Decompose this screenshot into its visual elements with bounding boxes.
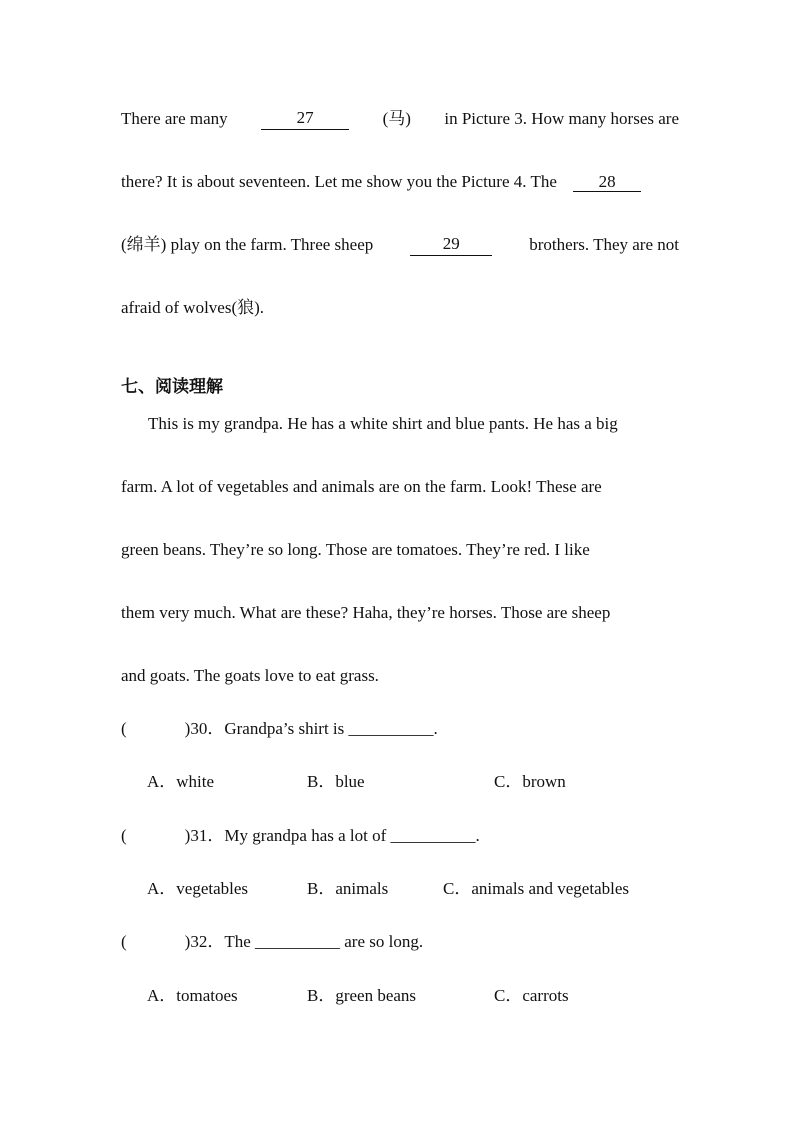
passage-line: them very much. What are these? Haha, they’re horses. Those are sheep — [121, 603, 611, 622]
option-b: B．green beans — [307, 986, 417, 1005]
blank-27: 27 — [261, 108, 349, 130]
question-30 — [121, 718, 438, 740]
option-c: C．brown — [494, 772, 566, 791]
cloze-text: (绵羊) play on the farm. Three sheep — [121, 235, 374, 254]
cloze-line-4: afraid of wolves(狼). — [121, 298, 265, 317]
cloze-text: brothers. They are not — [529, 235, 679, 254]
cloze-line-1 — [121, 108, 679, 130]
answer-paren-open: ( — [121, 719, 127, 738]
section-heading: 七、阅读理解 — [121, 377, 223, 397]
option-b: B．blue — [307, 772, 365, 791]
option-a: A．tomatoes — [147, 986, 238, 1005]
passage-line: green beans. They’re so long. Those are tomatoes. They’re red. I like — [121, 540, 590, 559]
option-c: C．animals and vegetables — [443, 879, 630, 898]
question-text: )32．The __________ are so long. — [184, 932, 424, 951]
passage-line: This is my grandpa. He has a white shirt and blue pants. He has a big — [148, 414, 618, 433]
option-b: B．animals — [307, 879, 389, 898]
blank-29: 29 — [410, 234, 492, 256]
answer-paren-open: ( — [121, 826, 127, 845]
cloze-text: in Picture 3. How many horses are — [444, 109, 679, 128]
cloze-line-2 — [121, 171, 701, 193]
blank-28: 28 — [573, 172, 641, 192]
passage-line: and goats. The goats love to eat grass. — [121, 666, 379, 685]
cloze-text: There are many — [121, 109, 228, 128]
passage-line: farm. A lot of vegetables and animals are on the farm. Look! These are — [121, 477, 602, 496]
question-31 — [121, 825, 480, 847]
cloze-line-3 — [121, 234, 679, 256]
option-a: A．vegetables — [147, 879, 249, 898]
option-c: C．carrots — [494, 986, 569, 1005]
question-32 — [121, 931, 423, 953]
cloze-hint: (马) — [382, 109, 411, 128]
question-text: )31．My grandpa has a lot of __________. — [184, 826, 480, 845]
question-text: )30．Grandpa’s shirt is __________. — [184, 719, 438, 738]
cloze-text: there? It is about seventeen. Let me show you the Picture 4. The — [121, 172, 557, 191]
answer-paren-open: ( — [121, 932, 127, 951]
option-a: A．white — [147, 772, 215, 791]
